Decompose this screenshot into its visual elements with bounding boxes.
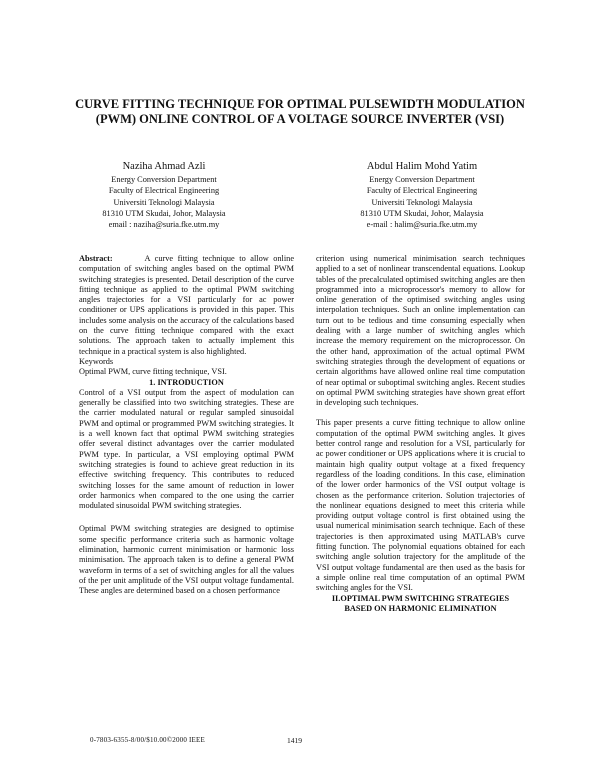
footer-copyright: 0-7803-6355-8/00/$10.00©2000 IEEE [90,736,205,744]
title-line-1: CURVE FITTING TECHNIQUE FOR OPTIMAL PULSEWIDTH MODULATION [75,97,525,111]
author-address: 81310 UTM Skudai, Johor, Malaysia [102,208,226,218]
left-column [79,254,294,597]
author-block-1 [64,160,264,230]
title-line-2: (PWM) ONLINE CONTROL OF A VOLTAGE SOURCE INVERTER (VSI) [95,112,505,126]
author-email: e-mail : halim@suria.fke.utm.my [366,220,478,230]
abstract-label: Abstract: [79,254,113,263]
right-column [316,254,525,614]
intro-paragraph-2: Optimal PWM switching strategies are designed to optimise some specific performance criteria such as harmonic voltage elimination, harmonic current minimisation or harmonic loss minimisation. The approach taken is to define a general PWM waveform in terms of a set of switching angles for all the values of the per unit amplitude of the VSI output voltage fundamental. These angles are determined based on a chosen performance [79,524,294,596]
author-block-2 [322,160,522,230]
section-2-heading-line-1: II.OPTIMAL PWM SWITCHING STRATEGIES [331,593,510,603]
author-university: Universiti Teknologi Malaysia [113,197,215,207]
author-email: email : naziha@suria.fke.utm.my [108,220,220,230]
author-name: Abdul Halim Mohd Yatim [366,161,478,172]
right-paragraph-1: criterion using numerical minimisation search techniques applied to a set of nonlinear transcendental equations. Lookup tables of the precalculated optimised switching angles are then programmed into a microprocessor's memory to allow for online generation of the optimised switching angles using interpolation techniques. Such an online implementation can turn out to be tedious and time consuming especially when dealing with a large number of switching angles which increase the memory requirement on the microprocessor. On the other hand, approximation of the actual optimal PWM switching strategies through the development of equations or certain algorithms have allowed online real time computation of near optimal or suboptimal switching angles. Recent studies on optimal PWM switching strategies have shown great effort in developing such techniques. [316,254,525,408]
keywords-text: Optimal PWM, curve fitting technique, VSI. [79,367,227,377]
right-paragraph-2: This paper presents a curve fitting technique to allow online computation of the optimal PWM switching angles. It gives better control range and resolution for a VSI, particularly for ac power conditioner or UPS applications where it is crucial to maintain high quality output voltage at a fixed frequency regardless of the loading conditions. In this case, elimination of the lower order harmonics of the VSI output voltage is chosen as the performance criterion. Solution trajectories of the nonlinear equations designed to meet this criteria while providing output voltage control is first obtained using the usual numerical minimisation search technique. Each of these trajectories is then approximated using MATLAB's curve fitting function. The polynomial equations obtained for each switching angle solution trajectory for the amplitude of the VSI output voltage fundamental are then used as the basis for a simple online real time computation of an optimal PWM switching angles for the VSI. [316,418,525,593]
section-2-heading [316,594,525,615]
section-1-heading: 1. INTRODUCTION [149,377,224,387]
author-faculty: Faculty of Electrical Engineering [108,186,220,196]
author-department: Energy Conversion Department [369,175,475,184]
author-name: Naziha Ahmad Azli [122,161,206,172]
author-university: Universiti Teknologi Malaysia [371,197,473,207]
abstract-text: A curve fitting technique to allow online computation of switching angles based on the optimal PWM switching strategies is presented. Detail description of the curve fitting technique as applied to the optimal PWM switching angles trajectories for a VSI particularly for ac power conditioner or UPS applications is provided in this paper. This includes some analysis on the accuracy of the calculations based on the curve fitting technique compared with the exact solutions. The approach taken to actually implement this technique in a practical system is also highlighted. [79,254,294,356]
keywords-label: Keywords [79,356,114,366]
section-2-heading-line-2: BASED ON HARMONIC ELIMINATION [344,603,497,613]
intro-paragraph-1: Control of a VSI output from the aspect of modulation can generally be classified into two switching strategies. These are the carrier modulated natural or regular sampled sinusoidal PWM and optimal or programmed PWM switching strategies. It is a well known fact that optimal PWM switching strategies offer several distinct advantages over the carrier modulated PWM type. In particular, a VSI employing optimal PWM switching strategies is found to achieve great reduction in its effective switching frequency. This contributes to reduced switching losses for the same amount of reduction in lower order harmonics when compared to the one using the carrier modulated sinusoidal PWM switching strategies. [79,387,294,511]
author-faculty: Faculty of Electrical Engineering [366,186,478,196]
abstract [79,254,294,357]
paper-title [60,97,540,127]
page-number: 1419 [287,736,302,745]
author-department: Energy Conversion Department [111,175,217,184]
author-address: 81310 UTM Skudai, Johor, Malaysia [360,208,484,218]
